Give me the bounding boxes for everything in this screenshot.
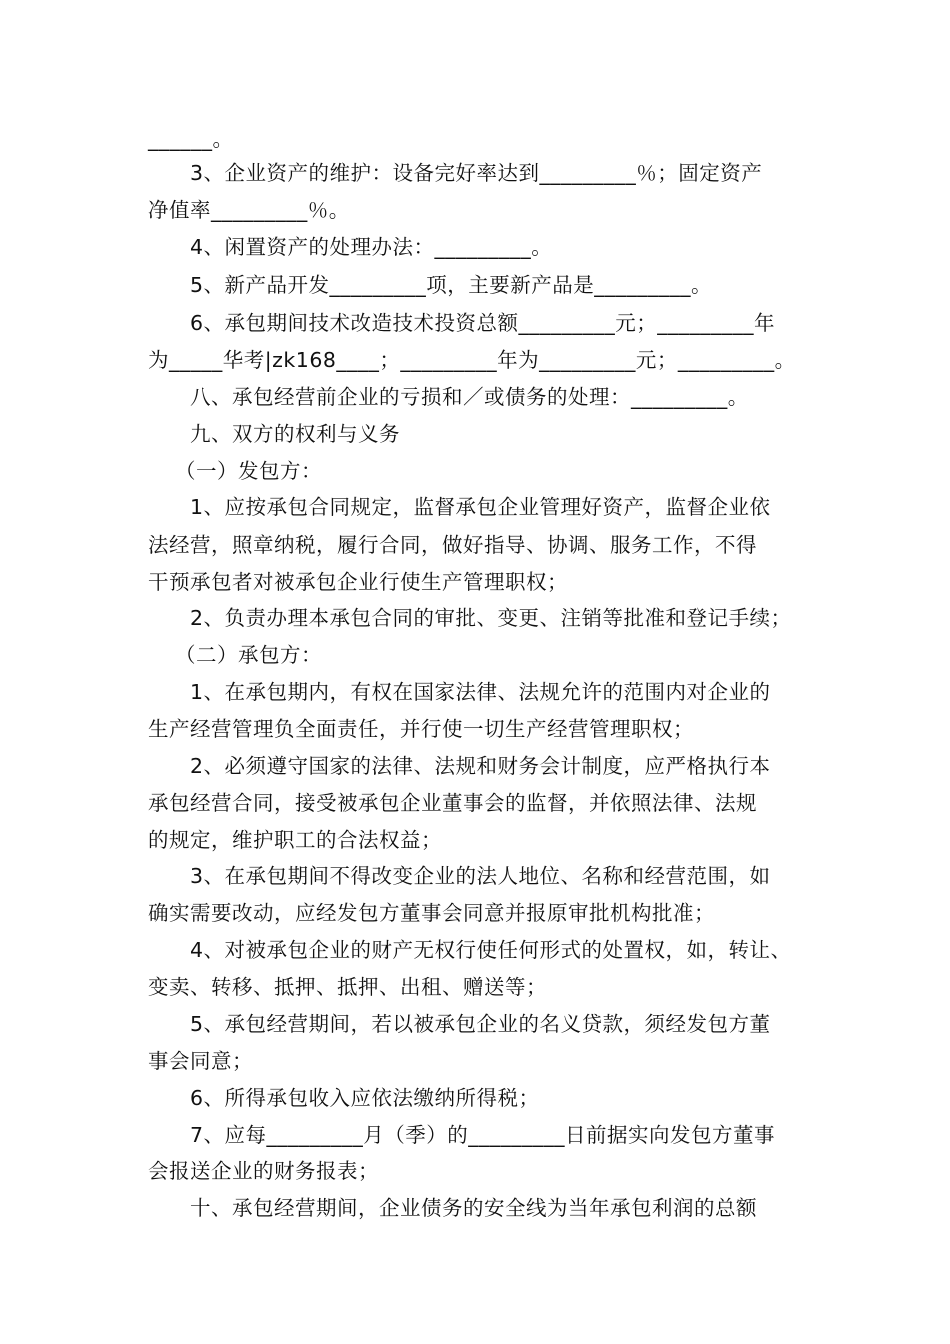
text-line: 2、必须遵守国家的法律、法规和财务会计制度，应严格执行本 bbox=[190, 754, 771, 778]
text-line: 7、应每_________月（季）的_________日前据实向发包方董事 bbox=[190, 1123, 776, 1147]
text-line: 5、新产品开发_________项，主要新产品是_________。 bbox=[190, 273, 713, 297]
text-line: 4、闲置资产的处理办法：_________。 bbox=[190, 235, 553, 259]
text-line: 1、在承包期内，有权在国家法律、法规允许的范围内对企业的 bbox=[190, 680, 771, 704]
section-heading: 九、双方的权利与义务 bbox=[190, 422, 400, 446]
text-line: 为_____华考|zk168____；_________年为_________元；_________。 bbox=[148, 348, 796, 372]
text-line: ______。 bbox=[148, 127, 234, 151]
text-line: 变卖、转移、抵押、抵押、出租、赠送等； bbox=[148, 975, 547, 999]
text-line: 5、承包经营期间，若以被承包企业的名义贷款，须经发包方董 bbox=[190, 1012, 771, 1036]
section-heading: 十、承包经营期间，企业债务的安全线为当年承包利润的总额 bbox=[190, 1196, 757, 1220]
subsection-heading: （二）承包方： bbox=[175, 643, 322, 667]
text-line: 确实需要改动，应经发包方董事会同意并报原审批机构批准； bbox=[148, 901, 715, 925]
text-line: 3、企业资产的维护：设备完好率达到_________％；固定资产 bbox=[190, 161, 763, 185]
subsection-heading: （一）发包方： bbox=[175, 459, 322, 483]
text-line: 会报送企业的财务报表； bbox=[148, 1159, 379, 1183]
text-line: 2、负责办理本承包合同的审批、变更、注销等批准和登记手续； bbox=[190, 606, 792, 630]
text-line: 承包经营合同，接受被承包企业董事会的监督，并依照法律、法规 bbox=[148, 791, 757, 815]
text-line: 3、在承包期间不得改变企业的法人地位、名称和经营范围，如 bbox=[190, 864, 771, 888]
text-line: 的规定，维护职工的合法权益； bbox=[148, 828, 442, 852]
text-line: 1、应按承包合同规定，监督承包企业管理好资产，监督企业依 bbox=[190, 495, 771, 519]
text-line: 6、承包期间技术改造技术投资总额_________元；_________年 bbox=[190, 311, 776, 335]
text-line: 干预承包者对被承包企业行使生产管理职权； bbox=[148, 570, 568, 594]
text-line: 法经营，照章纳税，履行合同，做好指导、协调、服务工作，不得 bbox=[148, 533, 757, 557]
text-line: 6、所得承包收入应依法缴纳所得税； bbox=[190, 1086, 540, 1110]
text-line: 净值率_________％。 bbox=[148, 198, 350, 222]
text-line: 事会同意； bbox=[148, 1049, 253, 1073]
text-line: 生产经营管理负全面责任，并行使一切生产经营管理职权； bbox=[148, 717, 694, 741]
text-line: 4、对被承包企业的财产无权行使任何形式的处置权，如，转让、 bbox=[190, 938, 792, 962]
text-line: 八、承包经营前企业的亏损和／或债务的处理：_________。 bbox=[190, 385, 749, 409]
